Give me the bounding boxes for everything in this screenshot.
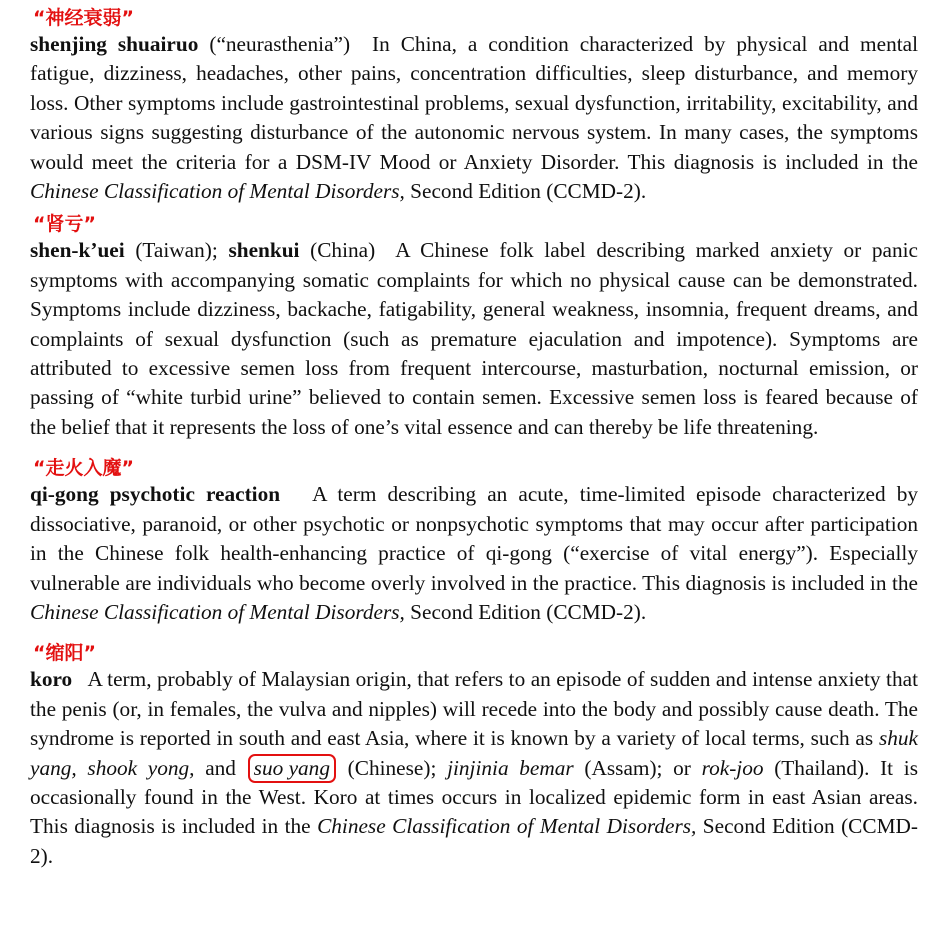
headword-parenthetical: (Taiwan);	[135, 238, 218, 263]
italic-local-term-jinjinia-bemar: jinjinia bemar	[447, 755, 574, 780]
entry-text-segment-5: (Thailand). It is occasionally found in the West. Koro at times occurs in localized epidemic form in east Asian areas. This diagnosis is included in the	[30, 755, 918, 839]
entry-text-part-2: Second Edition (CCMD-2).	[30, 814, 918, 868]
italic-book-title: Chinese Classification of Mental Disorders,	[30, 599, 405, 624]
entry-spacer	[30, 442, 918, 456]
entry-text-part-1: A term describing an acute, time-limited episode characterized by dissociative, paranoid, or other psychotic or nonpsychotic symptoms that may occur after participation in the Chinese folk health-enhancing practice of qi-gong (“exercise of vital energy”). Especially vulnerable are individuals who become overly involved in the practice. This diagnosis is included in the	[30, 482, 918, 595]
italic-local-term-shuk-yang: shuk yang, shook yong,	[30, 726, 918, 780]
headword-term: shen-k’uei	[30, 238, 125, 263]
entry-shen-kuei	[30, 212, 918, 442]
headword-term-alt: shenkui	[228, 238, 300, 263]
chinese-heading-shen-kuei: “肾亏”	[33, 213, 96, 236]
italic-book-title: Chinese Classification of Mental Disorders,	[317, 814, 697, 839]
italic-book-title: Chinese Classification of Mental Disorders,	[30, 179, 405, 204]
entry-text-part-1: A Chinese folk label describing marked anxiety or panic symptoms with accompanying somatic complaints for which no physical cause can be demonstrated. Symptoms include dizziness, backache, fatigability, general weakness, insomnia, frequent dreams, and complaints of sexual dysfunction (such as premature ejaculation and impotence). Symptoms are attributed to excessive semen loss from frequent intercourse, masturbation, nocturnal emission, or passing of “white turbid urine” believed to contain semen. Excessive semen loss is feared because of the belief that it represents the loss of one’s vital essence and can thereby be life threatening.	[30, 238, 918, 439]
entry-qi-gong-psychotic-reaction	[30, 456, 918, 627]
entry-text-segment-3: (Chinese);	[336, 755, 448, 780]
highlighted-term-suo-yang[interactable]: suo yang	[248, 754, 336, 783]
chinese-heading-qi-gong: “走火入魔”	[33, 457, 134, 480]
headword-term: koro	[30, 667, 73, 692]
entry-text-part-1: In China, a condition characterized by physical and mental fatigue, dizziness, headaches, other pains, concentration difficulties, sleep disturbance, and memory loss. Other symptoms include gastrointestinal problems, sexual dysfunction, irritability, excitability, and various signs suggesting disturbance of the autonomic nervous system. In many cases, the symptoms would meet the criteria for a DSM-IV Mood or Anxiety Disorder. This diagnosis is included in the	[30, 32, 919, 174]
entry-text-segment-1: A term, probably of Malaysian origin, that refers to an episode of sudden and intense anxiety that the penis (or, in females, the vulva and nipples) will recede into the body and possibly cause death. The syndrome is reported in south and east Asia, where it is known by a variety of local terms, such as	[30, 667, 918, 751]
entry-koro	[30, 641, 918, 871]
entry-text-part-2: Second Edition (CCMD-2).	[404, 179, 647, 204]
entry-body-shenjing-shuairuo	[30, 30, 918, 206]
headword-term: qi-gong psychotic reaction	[30, 482, 281, 507]
chinese-heading-koro: “缩阳”	[33, 642, 96, 665]
entry-body-qi-gong	[30, 480, 918, 627]
headword-parenthetical-alt: (China)	[310, 238, 376, 263]
entry-spacer	[30, 627, 918, 641]
entry-body-shen-kuei	[30, 236, 918, 442]
entry-shenjing-shuairuo	[30, 6, 918, 206]
entry-text-part-2: Second Edition (CCMD-2).	[404, 599, 647, 624]
chinese-heading-shenjing-shuairuo: “神经衰弱”	[33, 7, 134, 29]
entry-text-segment-4: (Assam); or	[573, 755, 702, 780]
headword-parenthetical: (“neurasthenia”)	[209, 32, 351, 56]
entry-body-koro	[30, 665, 918, 871]
headword-term: shenjing shuairuo	[30, 32, 199, 56]
entry-text-segment-2: and	[194, 755, 247, 780]
italic-local-term-rok-joo: rok-joo	[701, 755, 764, 780]
